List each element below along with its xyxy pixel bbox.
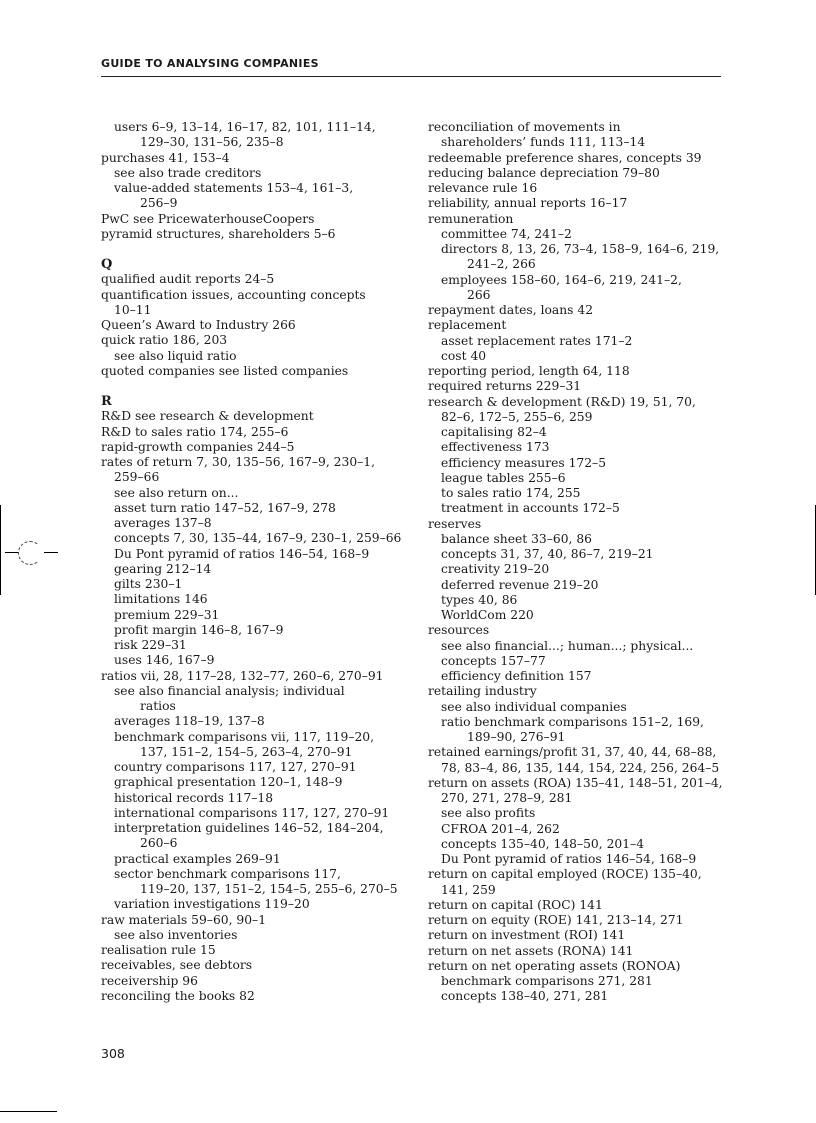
index-entry <box>101 440 401 455</box>
index-entry <box>428 166 728 181</box>
index-entry-text: concepts 157–77 <box>441 653 546 668</box>
index-entry-text: reconciling the books 82 <box>101 988 255 1003</box>
index-entry <box>101 272 401 287</box>
index-entry-text: R&D to sales ratio 174, 255–6 <box>101 424 289 439</box>
index-entry-continuation: 10–11 <box>114 302 152 317</box>
index-entry <box>428 196 728 211</box>
index-entry-text: rapid-growth companies 244–5 <box>101 439 295 454</box>
index-entry-text: gearing 212–14 <box>114 561 212 576</box>
index-entry-text: return on investment (ROI) 141 <box>428 928 626 943</box>
index-entry <box>428 806 728 821</box>
index-entry <box>428 273 728 304</box>
index-entry <box>428 395 728 426</box>
index-entry <box>428 364 728 379</box>
index-entry <box>101 852 401 867</box>
index-entry <box>428 440 728 455</box>
index-entry-text: graphical presentation 120–1, 148–9 <box>114 775 343 790</box>
index-entry-text: averages 137–8 <box>114 516 212 530</box>
index-entry-text: cost 40 <box>441 348 487 363</box>
index-entry-text: risk 229–31 <box>114 638 187 652</box>
index-entry <box>101 166 401 181</box>
index-entry-continuation: 78, 83–4, 86, 135, 144, 154, 224, 256, 264–5 <box>441 760 720 775</box>
index-entry <box>101 592 401 607</box>
index-entry-text: creativity 219–20 <box>441 562 550 577</box>
index-entry <box>101 501 401 516</box>
index-entry-continuation: 256–9 <box>140 196 178 211</box>
index-entry <box>428 120 728 151</box>
index-entry-text: quick ratio 186, 203 <box>101 333 228 348</box>
index-entry <box>428 974 728 989</box>
index-entry <box>428 303 728 318</box>
index-entry <box>101 349 401 364</box>
index-entry <box>428 578 728 593</box>
index-column-right <box>428 120 728 1005</box>
index-entry-text: reliability, annual reports 16–17 <box>428 196 628 211</box>
index-entry-text: concepts 31, 37, 40, 86–7, 219–21 <box>441 547 654 561</box>
index-entry-continuation: 241–2, 266 <box>467 257 536 272</box>
index-entry-text: country comparisons 117, 127, 270–91 <box>114 760 357 774</box>
index-entry <box>101 212 401 227</box>
running-header: GUIDE TO ANALYSING COMPANIES <box>101 57 319 70</box>
index-letter-heading: R <box>101 394 112 409</box>
index-entry <box>428 715 728 746</box>
index-entry <box>101 409 401 424</box>
index-entry <box>101 318 401 333</box>
index-entry <box>428 989 728 1004</box>
index-entry-text: treatment in accounts 172–5 <box>441 501 620 516</box>
index-entry <box>428 669 728 684</box>
index-entry <box>428 700 728 715</box>
index-entry <box>101 562 401 577</box>
index-entry <box>101 516 401 531</box>
index-entry-text: see also financial...; human...; physical... <box>441 638 694 653</box>
index-entry-text: required returns 229–31 <box>428 379 582 394</box>
index-entry <box>101 455 401 486</box>
index-entry <box>428 547 728 562</box>
index-entry <box>428 608 728 623</box>
index-entry-text: gilts 230–1 <box>114 577 183 591</box>
index-entry-text: variation investigations 119–20 <box>114 897 310 912</box>
index-entry-text: asset replacement rates 171–2 <box>441 333 633 348</box>
index-entry-text: efficiency definition 157 <box>441 669 592 683</box>
index-entry <box>101 653 401 668</box>
index-entry-text: committee 74, 241–2 <box>441 226 572 241</box>
index-entry <box>428 837 728 852</box>
index-entry-text: receivership 96 <box>101 973 198 988</box>
index-entry-text: see also liquid ratio <box>114 348 237 363</box>
index-entry-text: research & development (R&D) 19, 51, 70, <box>428 394 696 409</box>
index-entry-text: see also return on... <box>114 485 239 500</box>
index-entry <box>428 242 728 273</box>
index-entry-text: see also individual companies <box>441 699 627 714</box>
index-entry-text: concepts 135–40, 148–50, 201–4 <box>441 836 645 851</box>
index-entry <box>428 517 728 532</box>
index-entry-text: directors 8, 13, 26, 73–4, 158–9, 164–6, 219, <box>441 242 720 256</box>
index-entry-text: league tables 255–6 <box>441 470 566 485</box>
index-entry-text: return on equity (ROE) 141, 213–14, 271 <box>428 913 684 927</box>
index-entry-text: averages 118–19, 137–8 <box>114 714 265 729</box>
index-entry-text: reconciliation of movements in <box>428 120 621 134</box>
index-entry <box>101 669 401 684</box>
index-entry <box>428 959 728 974</box>
index-entry-continuation: shareholders’ funds 111, 113–14 <box>441 135 646 150</box>
crop-mark <box>0 1111 57 1112</box>
crop-mark <box>5 552 19 553</box>
index-entry-continuation: 266 <box>467 287 491 302</box>
index-entry-text: users 6–9, 13–14, 16–17, 82, 101, 111–14, <box>114 120 376 134</box>
index-entry <box>101 913 401 928</box>
index-entry-text: relevance rule 16 <box>428 181 538 195</box>
index-entry-text: see also trade creditors <box>114 165 262 180</box>
index-entry <box>428 776 728 807</box>
index-entry <box>428 913 728 928</box>
index-entry-text: employees 158–60, 164–6, 219, 241–2, <box>441 272 682 287</box>
index-entry <box>101 943 401 958</box>
index-entry-text: uses 146, 167–9 <box>114 653 215 668</box>
header-rule <box>101 76 721 77</box>
index-entry-text: return on assets (ROA) 135–41, 148–51, 201–4, <box>428 775 723 790</box>
index-entry <box>101 333 401 348</box>
index-entry-text: PwC see PricewaterhouseCoopers <box>101 211 315 226</box>
index-entry-text: balance sheet 33–60, 86 <box>441 531 593 546</box>
index-entry-text: return on net operating assets (RONOA) <box>428 958 681 973</box>
index-entry <box>101 486 401 501</box>
index-entry <box>428 822 728 837</box>
index-entry-text: remuneration <box>428 211 514 226</box>
index-entry <box>428 684 728 699</box>
index-entry <box>101 714 401 729</box>
index-entry-text: interpretation guidelines 146–52, 184–204, <box>114 821 384 835</box>
index-entry-continuation: 137, 151–2, 154–5, 263–4, 270–91 <box>140 744 353 759</box>
index-entry-text: profit margin 146–8, 167–9 <box>114 622 284 637</box>
index-entry <box>101 608 401 623</box>
index-entry <box>428 318 728 333</box>
index-entry-text: concepts 138–40, 271, 281 <box>441 989 609 1004</box>
index-entry-continuation: 270, 271, 278–9, 281 <box>441 791 573 805</box>
index-entry <box>101 791 401 806</box>
index-entry-text: rates of return 7, 30, 135–56, 167–9, 230–1, <box>101 455 376 469</box>
index-entry <box>428 745 728 776</box>
index-entry-text: CFROA 201–4, 262 <box>441 821 560 836</box>
index-entry <box>101 958 401 973</box>
index-entry-text: reserves <box>428 516 482 531</box>
index-entry-text: premium 229–31 <box>114 607 220 622</box>
index-entry <box>428 181 728 196</box>
index-entry <box>101 181 401 212</box>
index-entry <box>101 425 401 440</box>
index-entry <box>428 471 728 486</box>
index-column-left <box>101 120 401 1004</box>
index-entry <box>101 531 401 546</box>
index-entry-text: sector benchmark comparisons 117, <box>114 866 341 881</box>
index-entry <box>101 821 401 852</box>
index-entry <box>101 867 401 898</box>
index-entry-text: return on capital employed (ROCE) 135–40, <box>428 867 702 882</box>
index-entry-text: qualified audit reports 24–5 <box>101 272 275 287</box>
index-entry-text: Du Pont pyramid of ratios 146–54, 168–9 <box>114 546 370 561</box>
index-entry <box>101 547 401 562</box>
index-entry <box>101 151 401 166</box>
index-entry-text: effectiveness 173 <box>441 440 550 455</box>
index-letter-heading: Q <box>101 257 113 272</box>
index-entry-continuation: 260–6 <box>140 836 178 851</box>
index-entry-text: ratio benchmark comparisons 151–2, 169, <box>441 714 704 729</box>
index-entry <box>101 730 401 761</box>
crop-mark <box>44 552 58 553</box>
index-entry-text: quantification issues, accounting concepts <box>101 287 366 302</box>
index-entry <box>101 897 401 912</box>
index-entry-continuation: 129–30, 131–56, 235–8 <box>140 135 284 150</box>
index-entry-text: return on net assets (RONA) 141 <box>428 943 634 958</box>
index-entry <box>428 867 728 898</box>
index-entry <box>101 364 401 379</box>
index-entry <box>101 684 401 715</box>
index-entry <box>428 425 728 440</box>
index-entry-text: see also inventories <box>114 927 238 942</box>
index-entry-text: reducing balance depreciation 79–80 <box>428 165 660 180</box>
page-number: 308 <box>101 1046 125 1061</box>
index-entry-text: Du Pont pyramid of ratios 146–54, 168–9 <box>441 852 697 866</box>
index-entry <box>101 120 401 151</box>
index-entry-text: capitalising 82–4 <box>441 425 547 439</box>
index-entry-text: ratios vii, 28, 117–28, 132–77, 260–6, 270–91 <box>101 668 384 683</box>
index-entry <box>101 806 401 821</box>
index-entry <box>101 577 401 592</box>
index-entry-continuation: 141, 259 <box>441 882 496 897</box>
index-entry-text: repayment dates, loans 42 <box>428 303 594 317</box>
index-entry-text: R&D see research & development <box>101 409 314 424</box>
index-entry-continuation: 82–6, 172–5, 255–6, 259 <box>441 409 593 424</box>
index-entry <box>428 852 728 867</box>
index-entry-text: to sales ratio 174, 255 <box>441 486 581 500</box>
index-entry-text: redeemable preference shares, concepts 39 <box>428 150 702 165</box>
index-entry <box>428 593 728 608</box>
index-entry-text: value-added statements 153–4, 161–3, <box>114 181 354 195</box>
index-entry-text: see also profits <box>441 806 536 821</box>
index-entry <box>428 334 728 349</box>
index-entry <box>428 212 728 227</box>
index-entry-text: resources <box>428 623 490 638</box>
index-entry-text: types 40, 86 <box>441 592 518 607</box>
index-entry <box>428 654 728 669</box>
index-entry-text: deferred revenue 219–20 <box>441 577 599 592</box>
index-entry <box>101 989 401 1004</box>
index-entry <box>101 288 401 319</box>
index-entry <box>428 227 728 242</box>
index-entry-text: Queen’s Award to Industry 266 <box>101 318 296 332</box>
index-entry-text: limitations 146 <box>114 592 208 607</box>
index-entry-text: return on capital (ROC) 141 <box>428 897 603 912</box>
index-entry-continuation: ratios <box>140 699 176 713</box>
index-entry-text: practical examples 269–91 <box>114 851 281 866</box>
index-entry-continuation: 259–66 <box>114 470 160 485</box>
index-entry-text: reporting period, length 64, 118 <box>428 364 630 378</box>
index-entry-text: retained earnings/profit 31, 37, 40, 44, 68–88, <box>428 745 717 760</box>
index-entry <box>101 775 401 790</box>
index-entry-continuation: 119–20, 137, 151–2, 154–5, 255–6, 270–5 <box>140 882 398 896</box>
index-entry-text: WorldCom 220 <box>441 608 534 622</box>
index-entry <box>101 974 401 989</box>
index-entry-text: quoted companies see listed companies <box>101 363 349 378</box>
index-entry <box>428 639 728 654</box>
index-entry <box>101 638 401 653</box>
index-entry <box>428 151 728 166</box>
index-entry <box>101 928 401 943</box>
index-entry-text: purchases 41, 153–4 <box>101 150 230 165</box>
index-entry-text: see also financial analysis; individual <box>114 683 345 698</box>
index-entry-continuation: 189–90, 276–91 <box>467 730 566 744</box>
index-entry <box>428 944 728 959</box>
index-entry-text: receivables, see debtors <box>101 958 253 973</box>
index-entry <box>428 898 728 913</box>
index-entry <box>428 623 728 638</box>
index-entry-text: retailing industry <box>428 684 537 699</box>
index-entry <box>101 227 401 242</box>
index-entry <box>428 456 728 471</box>
index-entry-text: benchmark comparisons 271, 281 <box>441 974 653 988</box>
index-entry-text: international comparisons 117, 127, 270–91 <box>114 805 390 820</box>
index-entry <box>428 349 728 364</box>
index-entry <box>428 486 728 501</box>
index-entry-text: replacement <box>428 318 507 333</box>
index-entry-text: efficiency measures 172–5 <box>441 455 607 470</box>
index-entry <box>101 760 401 775</box>
index-entry <box>428 532 728 547</box>
index-entry <box>428 562 728 577</box>
index-entry-text: benchmark comparisons vii, 117, 119–20, <box>114 729 375 744</box>
index-entry-text: realisation rule 15 <box>101 943 216 957</box>
index-entry-text: historical records 117–18 <box>114 790 274 805</box>
index-entry <box>101 623 401 638</box>
index-entry <box>428 501 728 516</box>
index-entry-text: raw materials 59–60, 90–1 <box>101 912 267 927</box>
index-entry <box>428 379 728 394</box>
index-entry-text: asset turn ratio 147–52, 167–9, 278 <box>114 500 336 515</box>
index-entry-text: concepts 7, 30, 135–44, 167–9, 230–1, 259–66 <box>114 531 402 546</box>
index-entry <box>428 928 728 943</box>
crop-mark <box>0 505 1 595</box>
index-entry-text: pyramid structures, shareholders 5–6 <box>101 226 336 241</box>
registration-mark <box>18 541 42 565</box>
